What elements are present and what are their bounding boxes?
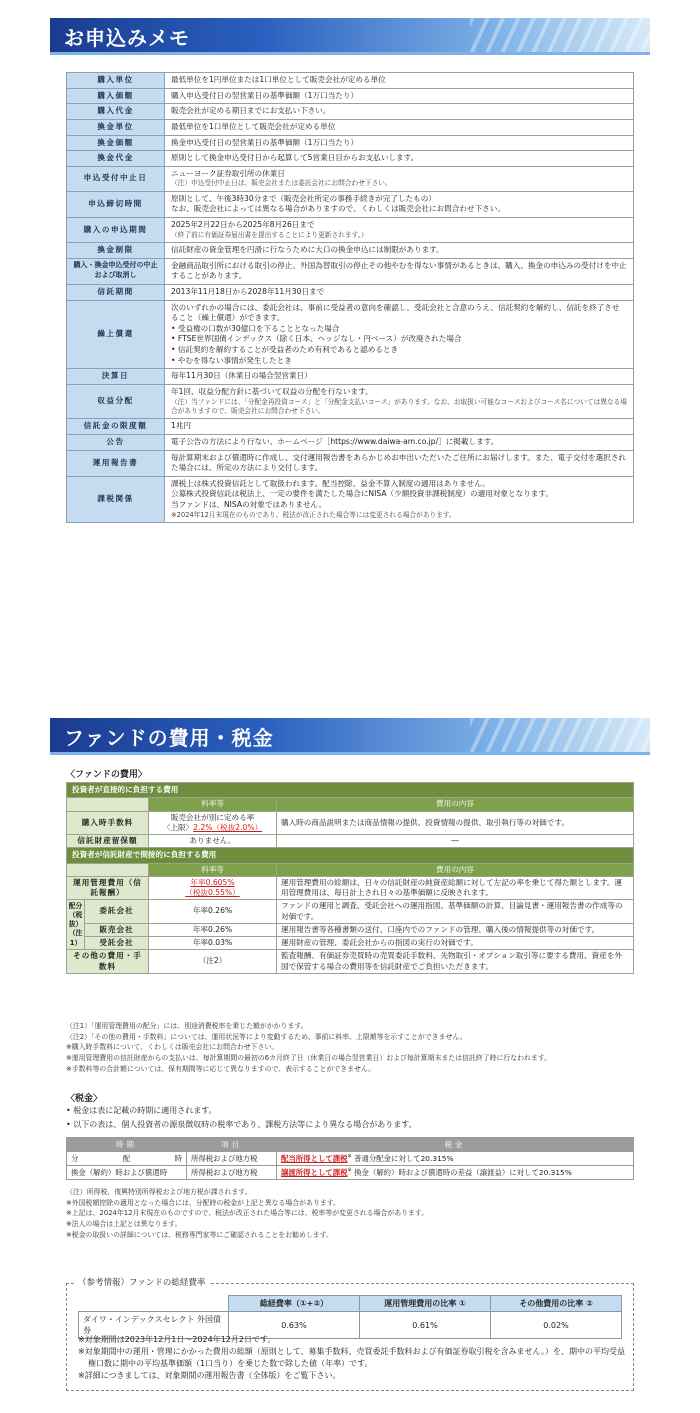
memo-value: 毎計算期末および償還時に作成し、交付運用報告書をあらかじめお申出いただいたご住所にお届けします。また、電子交付を選択された場合には、所定の方法により交付します。	[165, 450, 634, 476]
alloc-desc: 運用報告書等各種書類の送付、口座内でのファンドの管理、購入後の情報提供等の対価です。	[277, 923, 634, 936]
table-row	[67, 476, 634, 522]
mgmt-fee-desc: 運用管理費用の総額は、日々の信託財産の純資産総額に対して左記の率を乗じて得た額とします。運用管理費用は、毎日計上され日々の基準価額に反映されます。	[277, 876, 634, 900]
reserve-rate: ありません。	[149, 835, 277, 848]
col-desc: 費用の内容	[277, 798, 634, 811]
other-fee-label: その他の費用・手数料	[67, 950, 149, 974]
reserve-desc: ―	[277, 835, 634, 848]
table-row	[67, 151, 634, 167]
memo-value: 年1回、収益分配方針に基づいて収益の分配を行ないます。 （注）当ファンドには、「分配金再投資コース」と「分配金支払いコース」があります。なお、お取扱い可能なコースおよびコース名については異なる場合がありますので、販売会社にお問合わせ下さい。	[165, 384, 634, 418]
alloc-name: 委託会社	[85, 900, 149, 924]
memo-key: 購入の申込期間	[67, 218, 165, 243]
memo-banner	[50, 18, 650, 52]
table-row	[67, 284, 634, 300]
table-row	[67, 450, 634, 476]
memo-key: 購入単位	[67, 73, 165, 89]
table-row	[67, 135, 634, 151]
tax-col-when: 時期	[67, 1138, 187, 1152]
table-row: 分配時 所得税および地方税 配当所得として課税※ 普通分配金に対して20.315%	[67, 1152, 634, 1166]
reserve-label: 信託財産留保額	[67, 835, 149, 848]
fee-table: 投資者が直接的に負担する費用 料率等 費用の内容 購入時手数料 販売会社が別に定める率 〈上限〉2.2%（税抜2.0%） 購入時の商品説明または商品情報の提供、投資情報の提供、取引執行等の対価です。 信託財産留保額 ありません。 ― 投資者が信託財産で間接的に負担する費用 料率等 費用の内容 運用管理費用（信託報酬） 年率0.605% （税抜0.55%） 運用管理費用の総額は、日々の信託財産の純資産総額に対して左記の率を乗じて得た額とします。運用管理費用は、毎日計上され日々の基準価額に反映されます。 配分（税抜）（注1） 委託会社 年率0.26% ファンドの運用と調査、受託会社への運用指図、基準価額の計算、目論見書・運用報告書の作成等の対価です。 販売会社 年率0.26% 運用報告書等各種書類の送付、口座内でのファンドの管理、購入後の情報提供等の対価です。 受託会社 年率0.03% 運用財産の管理、委託会社からの指図の実行の対価です。 その他の費用・手数料 （注2） 監査報酬、有価証券売買時の売買委託手数料、先物取引・オプション取引等に要する費用、資産を外国で保管する場合の費用等を信託財産でご負担いただきます。	[66, 782, 634, 974]
memo-title: お申込みメモ	[64, 26, 190, 50]
fees-banner	[50, 718, 650, 752]
table-row	[67, 434, 634, 450]
indirect-cost-heading: 投資者が信託財産で間接的に負担する費用	[67, 848, 634, 863]
alloc-label: 配分（税抜）（注1）	[67, 900, 85, 950]
reference-title: （参考情報）ファンドの総経費率	[74, 1276, 209, 1288]
alloc-rate: 年率0.26%	[149, 923, 277, 936]
memo-value: 2013年11月18日から2028年11月30日まで	[165, 284, 634, 300]
mgmt-fee-rate: 年率0.605% （税抜0.55%）	[149, 876, 277, 900]
memo-key: 換金代金	[67, 151, 165, 167]
memo-value: 毎年11月30日（休業日の場合翌営業日）	[165, 369, 634, 385]
other-fee-desc: 監査報酬、有価証券売買時の売買委託手数料、先物取引・オプション取引等に要する費用、資産を外国で保管する場合の費用等を信託財産でご負担いただきます。	[277, 950, 634, 974]
table-row	[67, 369, 634, 385]
table-row	[67, 384, 634, 418]
memo-key: 運用報告書	[67, 450, 165, 476]
memo-key: 信託期間	[67, 284, 165, 300]
table-row	[67, 88, 634, 104]
table-row	[67, 166, 634, 191]
fees-title: ファンドの費用・税金	[64, 726, 274, 750]
table-row	[67, 258, 634, 284]
table-row	[67, 300, 634, 369]
expense-ratio-table: 総経費率（①+②） 運用管理費用の比率 ① その他費用の比率 ② ダイワ・インデックスセレクト 外国債券 0.63% 0.61% 0.02%	[78, 1295, 622, 1339]
table-row	[67, 73, 634, 89]
banner-rule	[50, 752, 650, 755]
tax-table	[66, 1137, 634, 1180]
table-row	[67, 243, 634, 259]
memo-key: 換金単位	[67, 119, 165, 135]
memo-key: 信託金の限度額	[67, 419, 165, 435]
memo-key: 申込受付中止日	[67, 166, 165, 191]
memo-value: 信託財産の資金管理を円滑に行なうために大口の換金申込には制限があります。	[165, 243, 634, 259]
memo-value: 1兆円	[165, 419, 634, 435]
table-row: 換金（解約）時および償還時 所得税および地方税 譲渡所得として課税※ 換金（解約）時および償還時の差益（譲渡益）に対して20.315%	[67, 1166, 634, 1180]
tax-bullets: • 税金は表に記載の時期に適用されます。 • 以下の表は、個人投資者の源泉徴収時の税率であり、課税方法等により異なる場合があります。	[66, 1106, 417, 1129]
memo-value: 原則として換金申込受付日から起算して5営業日目からお支払いします。	[165, 151, 634, 167]
memo-value: 原則として、午後3時30分まで（販売会社所定の事務手続きが完了したもの） なお、販売会社によっては異なる場合がありますので、くわしくは販売会社にお問合わせ下さい。	[165, 191, 634, 217]
memo-value: 2025年2月22日から2025年8月26日まで （終了前に有価証券届出書を提出することにより更新されます。）	[165, 218, 634, 243]
memo-value: 販売会社が定める期日までにお支払い下さい。	[165, 104, 634, 120]
alloc-name: 販売会社	[85, 923, 149, 936]
buy-fee-label: 購入時手数料	[67, 811, 149, 835]
table-row	[67, 191, 634, 217]
tax-notes: （注）所得税、復興特別所得税および地方税が課されます。 ※外国税額控除の適用となった場合には、分配時の税金が上記と異なる場合があります。 ※上記は、2024年12月末現在のものですので、税法が改正された場合等には、税率等が変更される場合があります。 ※法人の場合は上記とは異なります。 ※税金の取扱いの詳細については、税務専門家等にご確認されることをお勧めします。	[66, 1188, 429, 1239]
fund-name: ダイワ・インデックスセレクト 外国債券	[79, 1312, 229, 1339]
memo-value: 課税上は株式投資信託として取扱われます。配当控除、益金不算入制度の適用はありません。 公募株式投資信託は税法上、一定の要件を満たした場合にNISA（少額投資非課税制度）の適用対象となります。 当ファンドは、NISAの対象ではありません。 ※2024年12月末現在のものであり、税法が改正された場合等には変更される場合があります。	[165, 476, 634, 522]
fee-notes: （注1）「運用管理費用の配分」には、別途消費税率を乗じた額がかかります。 （注2）「その他の費用・手数料」については、運用状況等により変動するため、事前に料率、上限額等を示すことができません。 ※購入時手数料について、くわしくは販売会社にお問合わせ下さい。 ※運用管理費用の信託財産からの支払いは、毎計算期間の最初の6カ月終了日（休業日の場合翌営業日）および毎計算期末または信託終了時に行なわれます。 ※手数料等の合計額については、保有期間等に応じて異なりますので、表示することができません。	[66, 1022, 552, 1073]
memo-key: 繰上償還	[67, 300, 165, 369]
tax-col-tax: 税金	[277, 1138, 634, 1152]
table-row	[67, 218, 634, 243]
memo-key: 購入価額	[67, 88, 165, 104]
memo-key: 公告	[67, 434, 165, 450]
memo-key: 収益分配	[67, 384, 165, 418]
tax-col-item: 項目	[187, 1138, 277, 1152]
memo-key: 換金制限	[67, 243, 165, 259]
tax-subheading: 〈税金〉	[66, 1094, 103, 1104]
col-rate: 料率等	[149, 798, 277, 811]
memo-key: 換金価額	[67, 135, 165, 151]
table-row	[67, 104, 634, 120]
direct-cost-heading: 投資者が直接的に負担する費用	[67, 783, 634, 798]
table-row	[67, 419, 634, 435]
memo-value: 金融商品取引所における取引の停止、外国為替取引の停止その他やむを得ない事情があるときは、購入、換金の申込みの受付けを中止することがあります。	[165, 258, 634, 284]
alloc-name: 受託会社	[85, 937, 149, 950]
table-row	[67, 119, 634, 135]
banner-rule	[50, 52, 650, 55]
memo-value: 最低単位を1口単位として販売会社が定める単位	[165, 119, 634, 135]
memo-value: 最低単位を1円単位または1口単位として販売会社が定める単位	[165, 73, 634, 89]
memo-key: 課税関係	[67, 476, 165, 522]
memo-table	[66, 72, 634, 523]
memo-key: 申込締切時間	[67, 191, 165, 217]
alloc-rate: 年率0.03%	[149, 937, 277, 950]
memo-key: 購入代金	[67, 104, 165, 120]
alloc-rate: 年率0.26%	[149, 900, 277, 924]
memo-value: 電子公告の方法により行ない、ホームページ［https://www.daiwa-am.co.jp/］に掲載します。	[165, 434, 634, 450]
fees-subheading: 〈ファンドの費用〉	[66, 770, 147, 780]
memo-key: 購入・換金申込受付の中止および取消し	[67, 258, 165, 284]
memo-value: ニューヨーク証券取引所の休業日 （注）申込受付中止日は、販売会社または委託会社にお問合わせ下さい。	[165, 166, 634, 191]
alloc-desc: 運用財産の管理、委託会社からの指図の実行の対価です。	[277, 937, 634, 950]
buy-fee-desc: 購入時の商品説明または商品情報の提供、投資情報の提供、取引執行等の対価です。	[277, 811, 634, 835]
buy-fee-rate: 販売会社が別に定める率 〈上限〉2.2%（税抜2.0%）	[149, 811, 277, 835]
mgmt-fee-label: 運用管理費用（信託報酬）	[67, 876, 149, 900]
alloc-desc: ファンドの運用と調査、受託会社への運用指図、基準価額の計算、目論見書・運用報告書の作成等の対価です。	[277, 900, 634, 924]
other-fee-rate: （注2）	[149, 950, 277, 974]
reference-notes: ※対象期間は2023年12月1日～2024年12月2日です。 ※対象期間中の運用・管理にかかった費用の総額（原則として、募集手数料、売買委託手数料および有価証券取引税を含みません。）を、期中の平均受益権口数に期中の平均基準価額（1口当り）を乗じた数で除した値（年率）です。 ※詳細につきましては、対象期間の運用報告書（全体版）をご覧下さい。	[78, 1335, 626, 1380]
memo-value: 購入申込受付日の翌営業日の基準価額（1万口当たり）	[165, 88, 634, 104]
memo-value: 次のいずれかの場合には、委託会社は、事前に受益者の意向を確認し、受託会社と合意のうえ、信託契約を解約し、信託を終了させること（繰上償還）ができます。 • 受益権の口数が30億口を下ることとなった場合 • FTSE世界国債インデックス（除く日本、ヘッジなし・円ベース）が改廃された場合 • 信託契約を解約することが受益者のため有利であると認めるとき • やむを得ない事情が発生したとき	[165, 300, 634, 369]
memo-key: 決算日	[67, 369, 165, 385]
memo-value: 換金申込受付日の翌営業日の基準価額（1万口当たり）	[165, 135, 634, 151]
